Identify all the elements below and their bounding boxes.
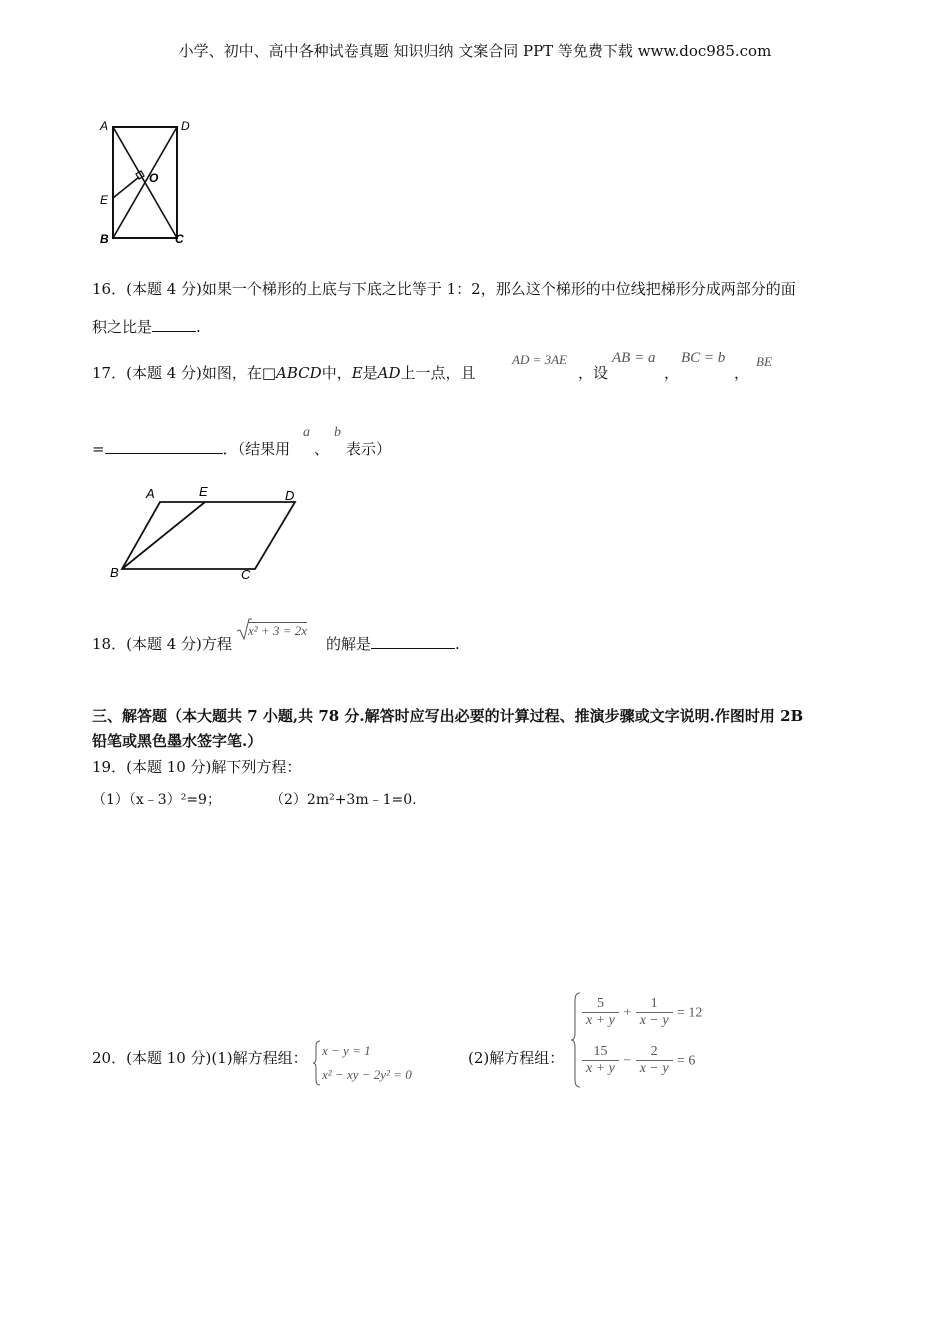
label-a: A [146, 486, 155, 501]
q17-text: 中， [321, 364, 352, 382]
label-a: A [100, 119, 109, 133]
parallelogram-abcd [122, 502, 295, 569]
q16-suffix: . [196, 318, 201, 336]
question-17-line2 [92, 438, 290, 459]
operator: − [623, 1053, 632, 1069]
q19-part1: （1）（x﹣3）²=9； [92, 792, 221, 808]
q17-prefix: 17．(本题 4 分)如图，在 [92, 364, 262, 382]
q20-sys2-eq2 [582, 1044, 695, 1077]
q17-sep2: ， [664, 364, 680, 382]
label-c: C [175, 232, 184, 246]
q20-sys1-eq1: x − y = 1 [322, 1043, 371, 1058]
figure-rectangle [95, 115, 205, 250]
numerator: 2 [636, 1044, 673, 1061]
segment-be [122, 502, 205, 569]
q19-part2: （2）2m²+3m﹣1=0. [270, 792, 417, 808]
q17-point-e: E [351, 364, 363, 382]
q17-end: 表示） [346, 440, 392, 458]
q20-sys1-eq2: x² − xy − 2y² = 0 [322, 1067, 412, 1082]
segment-eo [113, 177, 139, 198]
q20-system1-brace [312, 1040, 322, 1086]
label-b: B [100, 232, 109, 246]
q17-dun: 、 [314, 440, 330, 458]
page-header: 小学、初中、高中各种试卷真题 知识归纳 文案合同 PPT 等免费下载 www.doc985.com [178, 42, 772, 60]
denominator: x + y [586, 1013, 615, 1028]
rhs: = 12 [677, 1005, 703, 1021]
label-d: D [285, 488, 295, 503]
q17-sep1: ，设 [578, 364, 609, 382]
q18-prefix: 18．(本题 4 分)方程 [92, 635, 232, 653]
section-3-heading-line1: 三、解答题（本大题共 7 小题,共 78 分.解答时应写出必要的计算过程、推演步骤或文字说明.作图时用 2B [92, 707, 804, 725]
q17-equals: = [92, 440, 105, 458]
q17-condition-bc: BC = b [681, 350, 726, 366]
section-3-heading-line2: 铅笔或黑色墨水签字笔.） [92, 732, 263, 750]
label-o: O [149, 171, 159, 185]
numerator: 15 [582, 1044, 619, 1061]
frac-5-over-x-plus-y [582, 996, 619, 1029]
q18-end: . [455, 635, 460, 653]
numerator: 5 [582, 996, 619, 1013]
q17-var-b: b [334, 425, 341, 440]
q20-sys2-eq1 [582, 996, 702, 1029]
q17-condition-ad: AD = 3AE [512, 352, 567, 367]
label-b: B [110, 565, 119, 580]
q18-text: 的解是 [326, 635, 372, 653]
rhs: = 6 [677, 1053, 696, 1069]
numerator: 1 [636, 996, 673, 1013]
q17-segment-ad: AD [377, 364, 401, 382]
frac-1-over-x-minus-y [636, 996, 673, 1029]
q17-var-a: a [303, 425, 310, 440]
denominator: x − y [639, 1061, 669, 1076]
q17-vector-be: BE [756, 354, 772, 369]
question-19-title: 19．(本题 10 分)解下列方程： [92, 758, 302, 776]
q17-condition-ab: AB = a [612, 350, 656, 366]
q17-text: ．（结果用 [222, 440, 291, 458]
q17-text: 是 [362, 364, 378, 382]
q17-parallelogram: □ABCD [261, 364, 322, 382]
frac-2-over-x-minus-y [636, 1044, 673, 1077]
q20-prefix: 20．(本题 10 分)(1)解方程组： [92, 1049, 308, 1067]
question-16-line1: 16．(本题 4 分)如果一个梯形的上底与下底之比等于 1：2，那么这个梯形的中位线把梯形分成两部分的面 [92, 280, 796, 298]
q18-answer-blank [371, 633, 455, 649]
denominator: x + y [586, 1061, 615, 1076]
q20-system2-brace [570, 992, 582, 1088]
figure-parallelogram [100, 480, 320, 585]
operator: + [623, 1005, 632, 1021]
q17-text: 上一点，且 [400, 364, 476, 382]
question-18-suffix [326, 633, 460, 654]
question-17-line1 [92, 362, 476, 383]
q16-answer-blank [152, 316, 196, 332]
q16-prefix: 积之比是 [92, 318, 153, 336]
q17-answer-blank [105, 438, 223, 454]
label-e: E [100, 193, 109, 207]
q20-part2: (2)解方程组： [468, 1049, 565, 1067]
question-16-line2 [92, 316, 201, 337]
denominator: x − y [639, 1013, 669, 1028]
label-c: C [241, 567, 251, 582]
label-d: D [181, 119, 190, 133]
label-e: E [199, 484, 208, 499]
frac-15-over-x-plus-y [582, 1044, 619, 1077]
q17-sep3: ， [734, 364, 750, 382]
q18-equation: x² + 3 = 2x [248, 623, 307, 638]
